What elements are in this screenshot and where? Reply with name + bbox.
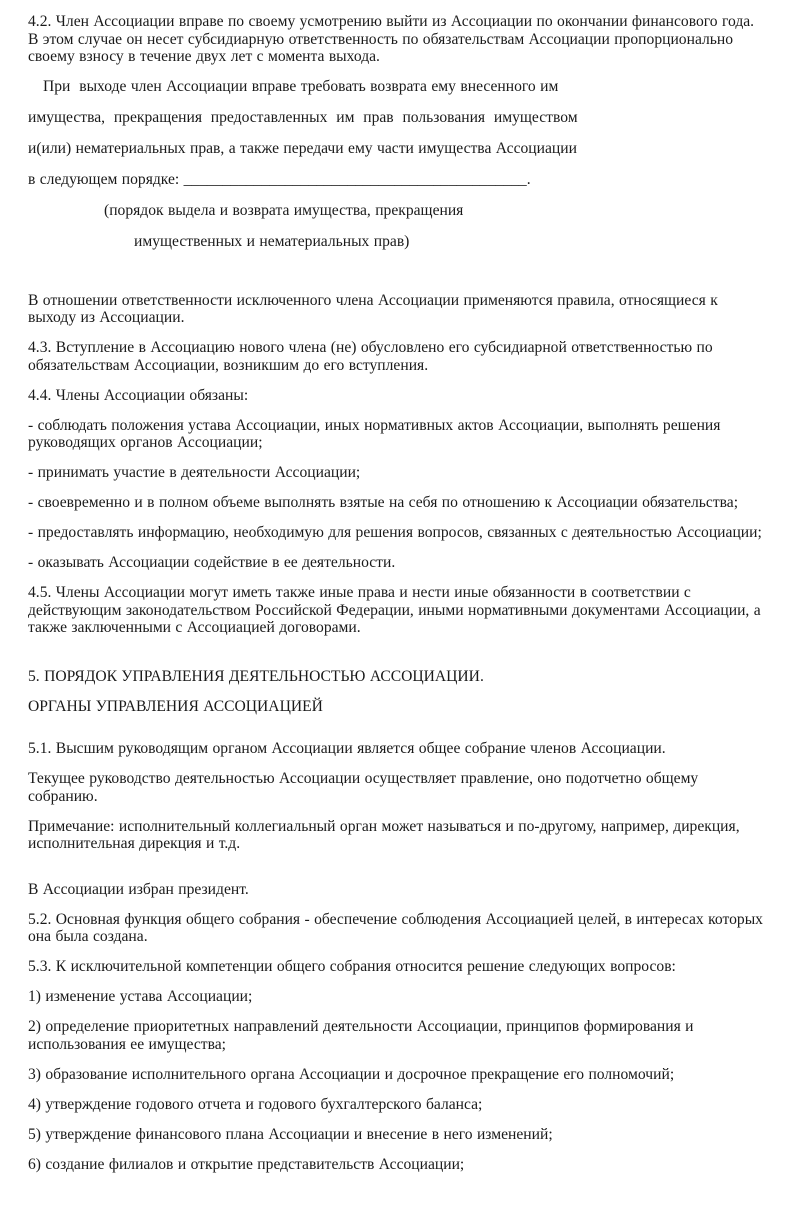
numbered-item-6: 6) создание филиалов и открытие представительств Ассоциации; xyxy=(28,1155,465,1173)
para-5-2: 5.2. Основная функция общего собрания - обеспечение соблюдения Ассоциацией целей, в интересах которых она была создана. xyxy=(28,910,763,945)
numbered-item-5: 5) утверждение финансового плана Ассоциации и внесение в него изменений; xyxy=(28,1125,553,1143)
fill-line-property: имущества, прекращения предоставленных им прав пользования имуществом xyxy=(28,109,578,126)
para-excluded-member-liability: В отношении ответственности исключенного члена Ассоциации применяются правила, относящиеся к выходу из Ассоциации. xyxy=(28,291,718,326)
numbered-item-4: 4) утверждение годового отчета и годового бухгалтерского баланса; xyxy=(28,1095,483,1113)
fill-line-withdrawal-intro: При выходе член Ассоциации вправе требовать возврата ему внесенного им xyxy=(43,78,559,95)
para-president: В Ассоциации избран президент. xyxy=(28,880,249,898)
list-item-assist: - оказывать Ассоциации содействие в ее деятельности. xyxy=(28,554,396,571)
para-4-5: 4.5. Члены Ассоциации могут иметь также иные права и нести иные обязанности в соответствии с действующим законодательством Российской Федерации, иными нормативными документами Ассоциации, а также заключенными с Ассоциацией договорами. xyxy=(28,584,761,636)
numbered-item-2: 2) определение приоритетных направлений деятельности Ассоциации, принципов формирования и использования ее имущества; xyxy=(28,1018,694,1053)
list-item-participate: - принимать участие в деятельности Ассоциации; xyxy=(28,464,361,481)
para-4-3: 4.3. Вступление в Ассоциацию нового члена (не) обусловлено его субсидиарной ответственностью по обязательствам Ассоциации, возникшим до его вступления. xyxy=(28,339,713,374)
fill-line-order-blank: в следующем порядке: ____________________________________________. xyxy=(28,171,531,188)
para-4-4: 4.4. Члены Ассоциации обязаны: xyxy=(28,386,249,404)
blank-caption-line-2: имущественных и нематериальных прав) xyxy=(134,233,410,250)
fill-line-intangible-rights: и(или) нематериальных прав, а также передачи ему части имущества Ассоциации xyxy=(28,140,577,157)
numbered-item-1: 1) изменение устава Ассоциации; xyxy=(28,988,253,1005)
section-5-subheading: ОРГАНЫ УПРАВЛЕНИЯ АССОЦИАЦИЕЙ xyxy=(28,697,323,715)
numbered-item-3: 3) образование исполнительного органа Ассоциации и досрочное прекращение его полномочий; xyxy=(28,1065,675,1083)
para-note: Примечание: исполнительный коллегиальный орган может называться и по-другому, например, дирекция, исполнительная дирекция и т.д. xyxy=(28,817,740,852)
list-item-fulfill-obligations: - своевременно и в полном объеме выполнять взятые на себя по отношению к Ассоциации обязательства; xyxy=(28,494,739,511)
section-5-heading: 5. ПОРЯДОК УПРАВЛЕНИЯ ДЕЯТЕЛЬНОСТЬЮ АССОЦИАЦИИ. xyxy=(28,667,484,685)
para-5-1: 5.1. Высшим руководящим органом Ассоциации является общее собрание членов Ассоциации. xyxy=(28,740,666,757)
list-item-provide-info: - предоставлять информацию, необходимую для решения вопросов, связанных с деятельностью Ассоциации; xyxy=(28,524,762,541)
blank-caption-line-1: (порядок выдела и возврата имущества, прекращения xyxy=(104,202,464,219)
para-5-3: 5.3. К исключительной компетенции общего собрания относится решение следующих вопросов: xyxy=(28,958,676,975)
list-item-comply-charter: - соблюдать положения устава Ассоциации, иных нормативных актов Ассоциации, выполнять решения руководящих органов Ассоциации; xyxy=(28,416,721,451)
para-current-management: Текущее руководство деятельностью Ассоциации осуществляет правление, оно подотчетно общему собранию. xyxy=(28,770,699,805)
para-4-2: 4.2. Член Ассоциации вправе по своему усмотрению выйти из Ассоциации по окончании финансового года. В этом случае он несет субсидиарную ответственность по обязательствам Ассоциации пропорционально своему взносу в течение двух лет с момента выхода. xyxy=(28,13,755,65)
